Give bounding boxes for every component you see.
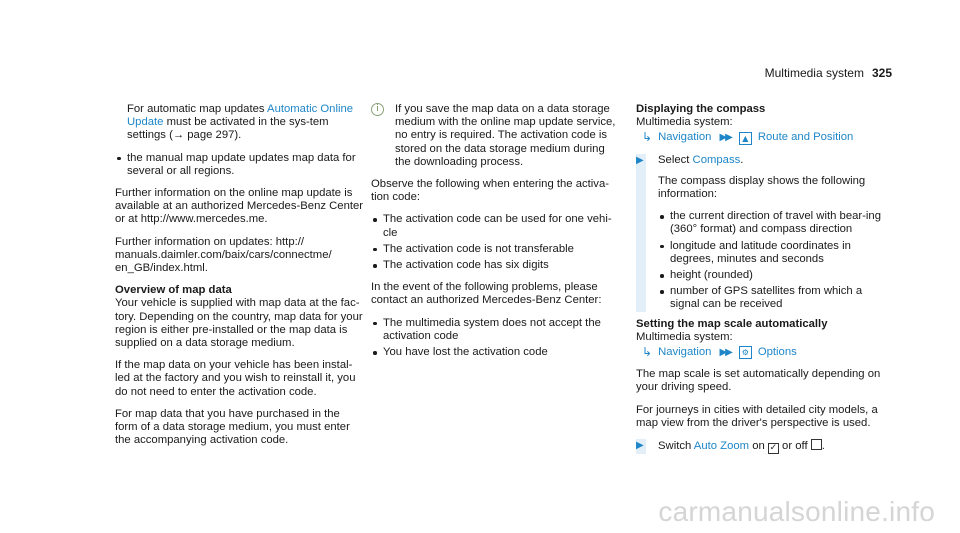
auto-zoom-step-block bbox=[636, 439, 894, 454]
step-shade bbox=[636, 154, 646, 312]
double-chevron-icon: ▶▶ bbox=[719, 347, 731, 359]
list-item: You have lost the activation code bbox=[371, 346, 623, 359]
select-compass-step: ▶ Select Compass. bbox=[636, 153, 744, 166]
problems-paragraph: In the event of the following problems, please contact an authorized Mercedes-Benz Center: bbox=[371, 281, 602, 307]
list-item: the manual map update updates map data for several or all regions. bbox=[115, 152, 365, 178]
compass-bullets bbox=[636, 210, 894, 311]
compass-heading: Displaying the compass bbox=[636, 103, 766, 115]
list-item: The multimedia system does not accept the activation code bbox=[371, 317, 623, 343]
navigation-link[interactable]: Navigation bbox=[658, 131, 712, 144]
observe-paragraph: Observe the following when entering the activa-tion code: bbox=[371, 178, 609, 204]
compass-info-paragraph: The compass display shows the following information: bbox=[658, 174, 866, 201]
auto-zoom-link[interactable]: Auto Zoom bbox=[693, 440, 750, 453]
list-item: the current direction of travel with bear-ing (360° format) and compass direction bbox=[658, 210, 894, 236]
multimedia-label-2: Multimedia system: bbox=[636, 330, 733, 343]
list-item: longitude and latitude coordinates in degrees, minutes and seconds bbox=[658, 240, 894, 266]
column-3 bbox=[636, 103, 894, 462]
reinstall-paragraph: If the map data on your vehicle has been instal-led at the factory and you wish to reinstall it, you do not need to enter the activation code. bbox=[115, 359, 356, 398]
multimedia-label: Multimedia system: bbox=[636, 116, 733, 129]
note-block: i If you save the map data on a data storage medium with the online map update service, no entry is required. The activation code is stored on the data storage medium during the downloading process. bbox=[371, 103, 623, 169]
checkbox-checked-icon: ✓ bbox=[769, 443, 778, 454]
info-note-icon: i bbox=[371, 103, 384, 116]
step-arrow-icon: ▶ bbox=[636, 154, 644, 166]
online-info-paragraph: Further information on the online map update is available at an authorized Mercedes-Benz Center or at http://www.mercedes.me. bbox=[115, 187, 364, 226]
list-item: The activation code is not transferable bbox=[371, 243, 623, 256]
column-1 bbox=[115, 103, 365, 456]
purchase-paragraph: For map data that you have purchased in the form of a data storage medium, you must enter the accompanying activation code. bbox=[115, 407, 350, 447]
list-item: The activation code has six digits bbox=[371, 259, 623, 272]
route-and-position-link[interactable]: Route and Position bbox=[757, 131, 854, 144]
activation-bullets bbox=[371, 213, 623, 272]
options-menu-path bbox=[636, 346, 894, 359]
route-position-icon: ▲ bbox=[739, 132, 752, 145]
compass-step-block bbox=[636, 154, 894, 312]
scale-paragraph-1: The map scale is set automatically depending on your driving speed. bbox=[636, 368, 881, 394]
checkbox-empty-icon bbox=[811, 439, 822, 450]
menu-arrow-icon: ↳ bbox=[642, 130, 653, 145]
watermark: carmanualsonline.info bbox=[658, 496, 935, 527]
navigation-link-2[interactable]: Navigation bbox=[658, 346, 712, 359]
scale-paragraph-2: For journeys in cities with detailed city models, a map view from the driver's perspective is used. bbox=[636, 403, 878, 429]
double-chevron-icon: ▶▶ bbox=[719, 132, 731, 144]
menu-arrow-icon: ↳ bbox=[642, 345, 653, 360]
options-link[interactable]: Options bbox=[757, 346, 797, 359]
switch-auto-zoom-step: ▶ Switch Auto Zoom on ✓ or off . bbox=[636, 440, 825, 454]
list-item: The activation code can be used for one vehi-cle bbox=[371, 213, 623, 239]
map-scale-heading: Setting the map scale automatically bbox=[636, 317, 828, 330]
options-gear-icon: ⚙ bbox=[739, 346, 752, 359]
compass-menu-path bbox=[636, 131, 894, 144]
overview-heading: Overview of map data bbox=[115, 284, 232, 297]
automatic-online-update-link[interactable]: Automatic Online Update bbox=[127, 103, 354, 129]
page-header bbox=[765, 66, 892, 80]
section-title: Multimedia system bbox=[764, 66, 864, 80]
update-bullets bbox=[115, 152, 365, 178]
problem-bullets bbox=[371, 317, 623, 360]
compass-link[interactable]: Compass bbox=[692, 153, 741, 166]
updates-info-paragraph: Further information on updates: http:// manuals.daimler.com/baix/cars/connectme/ en_GB/index.html. bbox=[115, 235, 332, 275]
column-2 bbox=[371, 103, 623, 368]
page-number: 325 bbox=[871, 66, 892, 80]
step-arrow-icon: ▶ bbox=[636, 440, 644, 452]
supply-paragraph: Your vehicle is supplied with map data at the fac-tory. Depending on the country, map data for your region is either pre-installed or the map data is supplied on a data storage medium. bbox=[115, 297, 363, 350]
auto-update-paragraph: For automatic map updates Automatic Online Update must be activated in the sys-tem settings (→ page 297). bbox=[127, 103, 354, 142]
list-item: number of GPS satellites from which a signal can be received bbox=[658, 285, 894, 311]
list-item: height (rounded) bbox=[658, 269, 894, 282]
